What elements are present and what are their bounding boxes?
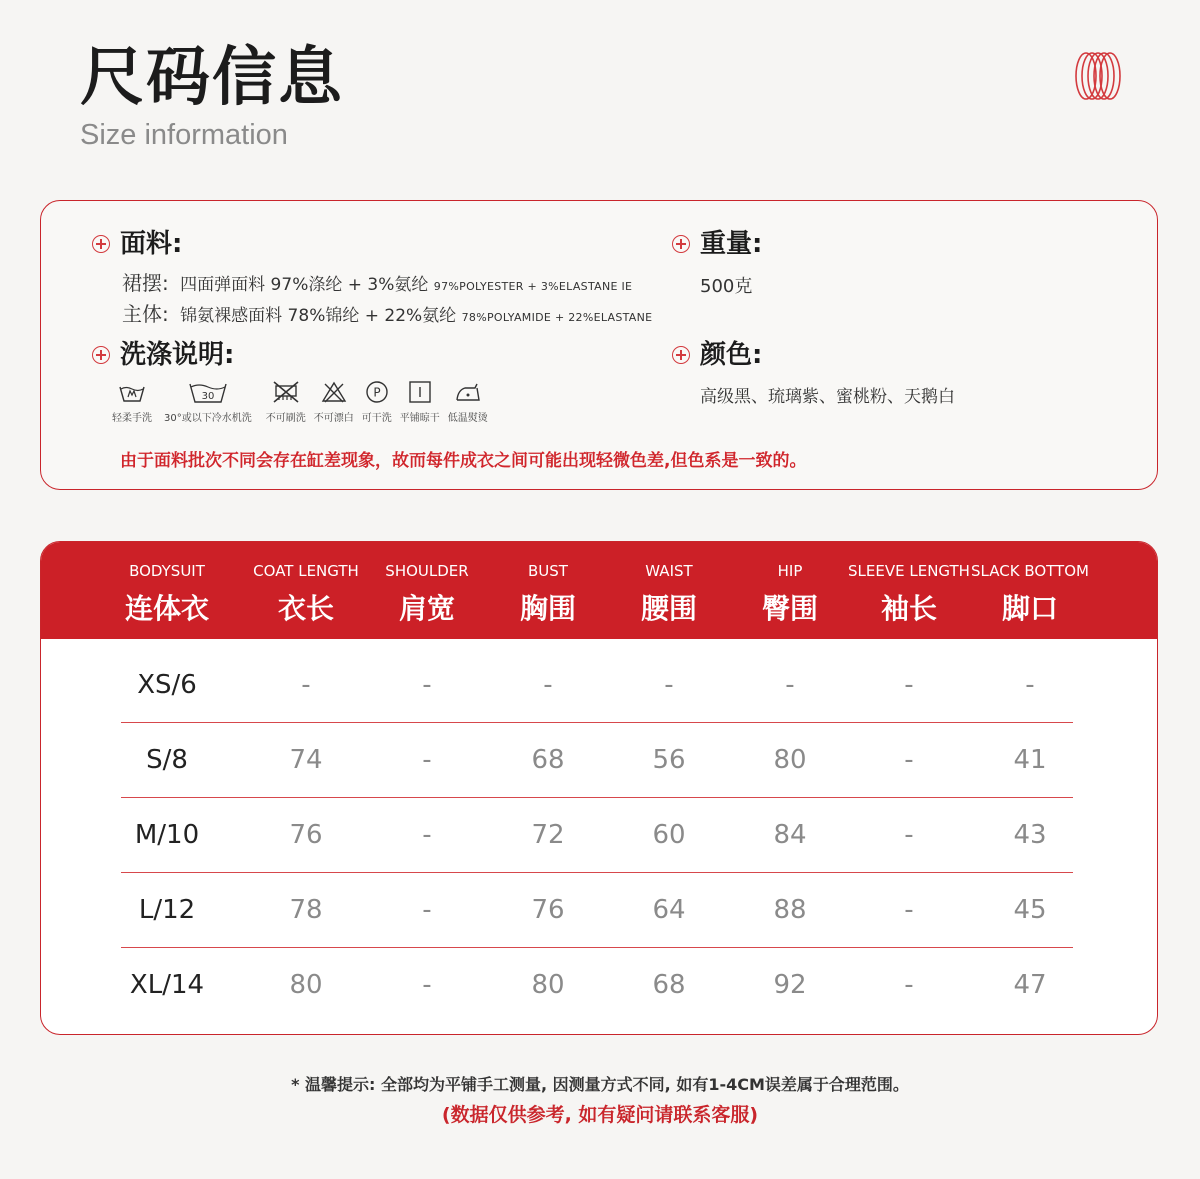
column-header-en: BODYSUIT bbox=[129, 562, 205, 580]
page-subtitle: Size information bbox=[80, 119, 288, 151]
column-header-en: BUST bbox=[528, 562, 568, 580]
table-cell: 43 bbox=[1013, 820, 1047, 850]
dry-clean-mark: P bbox=[373, 385, 381, 400]
plus-circle-icon bbox=[672, 235, 690, 253]
color-title: 颜色: bbox=[700, 340, 763, 370]
flat-dry-icon bbox=[405, 380, 435, 404]
table-cell: 64 bbox=[652, 895, 686, 925]
size-table bbox=[40, 541, 1158, 1035]
color-section-header bbox=[672, 340, 762, 370]
table-cell: 76 bbox=[289, 820, 323, 850]
column-header-zh: 臀围 bbox=[761, 592, 818, 625]
size-label: XL/14 bbox=[129, 970, 205, 1000]
table-cell: - bbox=[422, 670, 432, 700]
table-row bbox=[121, 648, 1073, 723]
care-item bbox=[448, 380, 488, 424]
size-label: S/8 bbox=[146, 745, 188, 775]
fabric-line-label: 裙摆: bbox=[122, 271, 169, 295]
table-cell: 56 bbox=[652, 745, 686, 775]
column-header-en: SLACK BOTTOM bbox=[971, 562, 1089, 580]
column-header-zh: 腰围 bbox=[640, 592, 697, 625]
no-brush-icon bbox=[271, 380, 301, 404]
column-header-zh: 连体衣 bbox=[124, 592, 209, 625]
table-cell: 78 bbox=[289, 895, 323, 925]
wash-temp-mark: 30 bbox=[201, 391, 215, 402]
table-cell: - bbox=[785, 670, 795, 700]
table-cell: 80 bbox=[773, 745, 807, 775]
table-cell: - bbox=[422, 820, 432, 850]
fabric-line-en: 97%POLYESTER + 3%ELASTANE IE bbox=[433, 280, 633, 293]
table-cell: - bbox=[904, 820, 914, 850]
table-cell: 88 bbox=[773, 895, 807, 925]
column-header-zh: 胸围 bbox=[519, 592, 576, 625]
table-row bbox=[121, 798, 1073, 873]
care-item bbox=[400, 380, 440, 424]
table-cell: - bbox=[301, 670, 311, 700]
table-cell: - bbox=[1025, 670, 1035, 700]
table-cell: 80 bbox=[289, 970, 323, 1000]
table-cell: 60 bbox=[652, 820, 686, 850]
fabric-title: 面料: bbox=[120, 229, 183, 259]
column-header-en: WAIST bbox=[645, 562, 693, 580]
fabric-section-header bbox=[92, 229, 182, 259]
hand-wash-icon bbox=[117, 380, 147, 404]
size-table-header bbox=[41, 542, 1157, 639]
table-cell: - bbox=[904, 745, 914, 775]
brand-logo-icon bbox=[1072, 50, 1124, 102]
table-cell: 41 bbox=[1013, 745, 1047, 775]
table-cell: 92 bbox=[773, 970, 807, 1000]
care-item bbox=[314, 380, 354, 424]
care-label: 低温熨烫 bbox=[447, 413, 488, 424]
table-cell: 80 bbox=[531, 970, 565, 1000]
column-header-zh: 脚口 bbox=[1001, 592, 1058, 625]
care-item bbox=[266, 380, 306, 424]
column-header-zh: 衣长 bbox=[277, 592, 334, 625]
table-cell: 68 bbox=[531, 745, 565, 775]
color-value: 高级黑、琉璃紫、蜜桃粉、天鹅白 bbox=[700, 387, 955, 407]
care-label: 不可漂白 bbox=[313, 413, 354, 424]
measurement-tip: * 温馨提示: 全部均为平铺手工测量, 因测量方式不同, 如有1-4CM误差属于合理范围。 bbox=[291, 1075, 909, 1094]
column-header-zh: 肩宽 bbox=[398, 592, 455, 625]
care-label: 轻柔手洗 bbox=[112, 413, 152, 424]
size-label: L/12 bbox=[138, 895, 196, 925]
table-row bbox=[121, 948, 1073, 1023]
washing-title: 洗涤说明: bbox=[120, 340, 235, 370]
care-label: 可干洗 bbox=[361, 413, 392, 424]
table-cell: 76 bbox=[531, 895, 565, 925]
column-header-zh: 袖长 bbox=[880, 592, 937, 625]
column-header-en: SHOULDER bbox=[385, 562, 469, 580]
table-cell: - bbox=[422, 745, 432, 775]
care-item bbox=[164, 380, 252, 424]
no-bleach-icon bbox=[319, 380, 349, 404]
care-label: 平铺晾干 bbox=[399, 413, 440, 424]
table-cell: 47 bbox=[1013, 970, 1047, 1000]
table-cell: - bbox=[904, 895, 914, 925]
table-cell: - bbox=[904, 970, 914, 1000]
size-label: M/10 bbox=[134, 820, 200, 850]
color-variance-notice: 由于面料批次不同会存在缸差现象，故而每件成衣之间可能出现轻微色差,但色系是一致的。 bbox=[120, 451, 807, 471]
care-label: 不可刷洗 bbox=[265, 413, 306, 424]
fabric-line-text: 四面弹面料 97%涤纶 + 3%氨纶 bbox=[180, 275, 429, 295]
column-header-en: HIP bbox=[777, 562, 803, 580]
page-title: 尺码信息 bbox=[80, 41, 344, 115]
table-cell: 72 bbox=[531, 820, 565, 850]
fabric-line-text: 锦氨裸感面料 78%锦纶 + 22%氨纶 bbox=[180, 306, 457, 326]
machine-wash-30-icon bbox=[188, 380, 228, 404]
washing-section-header bbox=[92, 340, 234, 370]
care-label: 30°或以下冷水机洗 bbox=[164, 413, 252, 424]
plus-circle-icon bbox=[92, 346, 110, 364]
column-header-en: COAT LENGTH bbox=[253, 562, 359, 580]
care-instructions bbox=[112, 380, 496, 424]
plus-circle-icon bbox=[672, 346, 690, 364]
table-cell: - bbox=[543, 670, 553, 700]
fabric-line-body bbox=[122, 303, 652, 329]
table-cell: 84 bbox=[773, 820, 807, 850]
plus-circle-icon bbox=[92, 235, 110, 253]
table-row bbox=[121, 873, 1073, 948]
table-cell: - bbox=[422, 970, 432, 1000]
weight-section-header bbox=[672, 229, 762, 259]
care-item bbox=[362, 380, 392, 424]
low-iron-icon bbox=[453, 380, 483, 404]
table-cell: 68 bbox=[652, 970, 686, 1000]
fabric-line-label: 主体: bbox=[122, 302, 169, 326]
table-row bbox=[121, 723, 1073, 798]
table-cell: - bbox=[422, 895, 432, 925]
care-item bbox=[112, 380, 152, 424]
fabric-line-en: 78%POLYAMIDE + 22%ELASTANE bbox=[461, 311, 653, 324]
table-cell: 74 bbox=[289, 745, 323, 775]
weight-title: 重量: bbox=[700, 229, 763, 259]
weight-value: 500克 bbox=[700, 276, 753, 297]
table-cell: 45 bbox=[1013, 895, 1047, 925]
column-header-en: SLEEVE LENGTH bbox=[848, 562, 970, 580]
dry-clean-icon bbox=[362, 380, 392, 404]
reference-note: (数据仅供参考, 如有疑问请联系客服) bbox=[441, 1104, 759, 1126]
table-cell: - bbox=[904, 670, 914, 700]
fabric-line-skirt bbox=[122, 272, 632, 298]
table-cell: - bbox=[664, 670, 674, 700]
size-label: XS/6 bbox=[137, 670, 197, 700]
